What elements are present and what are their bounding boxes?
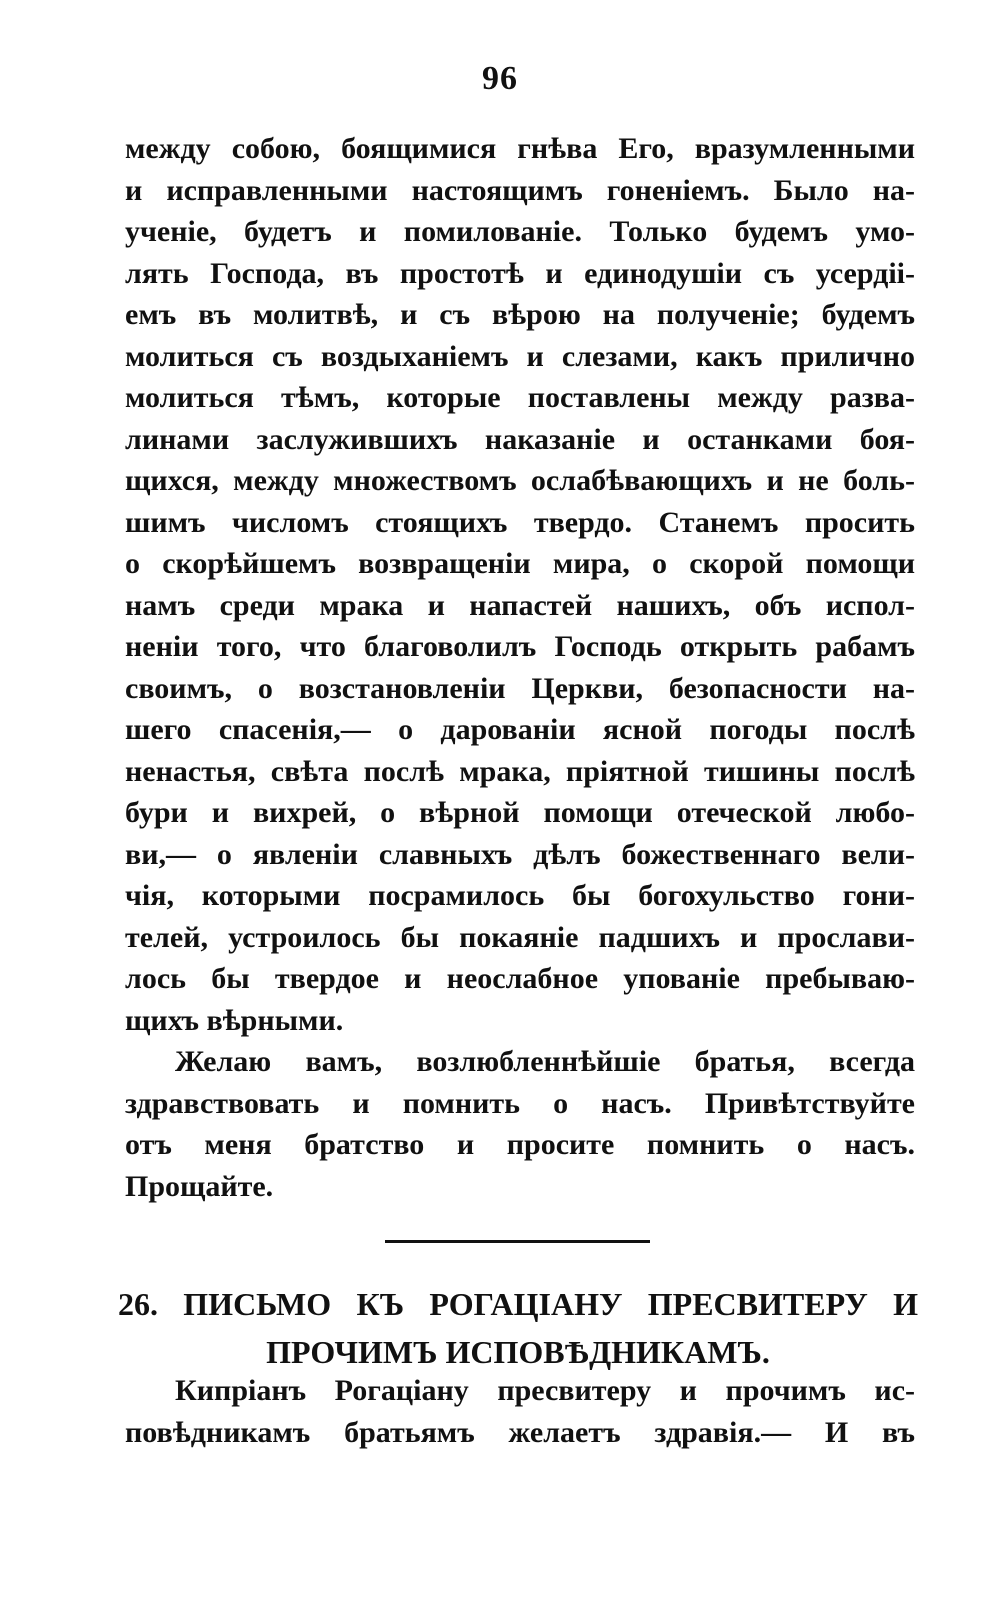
text-line: молиться съ воздыханіемъ и слезами, какъ прилично	[125, 339, 915, 373]
text-line: телей, устроилось бы покаяніе падшихъ и прослави-	[125, 920, 915, 954]
page-number: 96	[482, 60, 518, 97]
text-line: Желаю вамъ, возлюбленнѣйшіе братья, всегда	[175, 1045, 915, 1078]
text-line: повѣдникамъ братьямъ желаетъ здравія.— И въ	[125, 1415, 915, 1449]
heading-line: ПРОЧИМЪ ИСПОВѢДНИКАМЪ.	[266, 1334, 770, 1370]
text-line: своимъ, о возстановленіи Церкви, безопасности на-	[125, 671, 915, 705]
text-line: ненастья, свѣта послѣ мрака, пріятной тишины послѣ	[125, 754, 915, 788]
heading-line: 26. ПИСЬМО КЪ РОГАЦІАНУ ПРЕСВИТЕРУ И	[118, 1286, 918, 1322]
text-line: молиться тѣмъ, которые поставлены между разва-	[125, 381, 915, 414]
text-line: бури и вихрей, о вѣрной помощи отеческой любо-	[125, 796, 915, 829]
text-line: и исправленными настоящимъ гоненіемъ. Было на-	[125, 173, 915, 207]
text-line: чія, которыми посрамилось бы богохульство гони-	[125, 879, 915, 912]
text-line: неніи того, что благоволилъ Господь открыть рабамъ	[125, 630, 915, 663]
text-line: шего спасенія,— о дарованіи ясной погоды послѣ	[125, 713, 915, 746]
body-paragraph	[125, 128, 915, 1207]
text-line: между собою, боящимися гнѣва Его, вразумленными	[125, 132, 915, 165]
text-line: линами заслужившихъ наказаніе и останками боя-	[125, 422, 915, 456]
text-line: отъ меня братство и просите помнить о насъ.	[125, 1128, 915, 1161]
text-line: лось бы твердое и неослабное упованіе пребываю-	[125, 962, 915, 995]
text-line: здравствовать и помнить о насъ. Привѣтствуйте	[125, 1086, 915, 1120]
text-line: намъ среди мрака и напастей нашихъ, объ испол-	[125, 588, 915, 622]
letter-paragraph	[125, 1370, 915, 1453]
text-line: емъ въ молитвѣ, и съ вѣрою на полученіе; будемъ	[125, 298, 915, 331]
text-line: о скорѣйшемъ возвращеніи мира, о скорой помощи	[125, 547, 915, 580]
text-line: шимъ числомъ стоящихъ твердо. Станемъ просить	[125, 505, 915, 539]
text-line: ви,— о явленіи славныхъ дѣлъ божественнаго вели-	[125, 837, 915, 871]
section-heading	[118, 1280, 918, 1376]
text-line: щихся, между множествомъ ослабѣвающихъ и не боль-	[125, 464, 915, 497]
text-line: лять Господа, въ простотѣ и единодушіи съ усердіі-	[125, 256, 915, 290]
text-line: ученіе, будетъ и помилованіе. Только будемъ умо-	[125, 215, 915, 248]
section-divider	[385, 1240, 650, 1243]
text-line: щихъ вѣрными.	[125, 1003, 344, 1037]
text-line: Прощайте.	[125, 1169, 274, 1203]
text-line: Кипріанъ Рогаціану пресвитеру и прочимъ ис-	[175, 1374, 915, 1407]
